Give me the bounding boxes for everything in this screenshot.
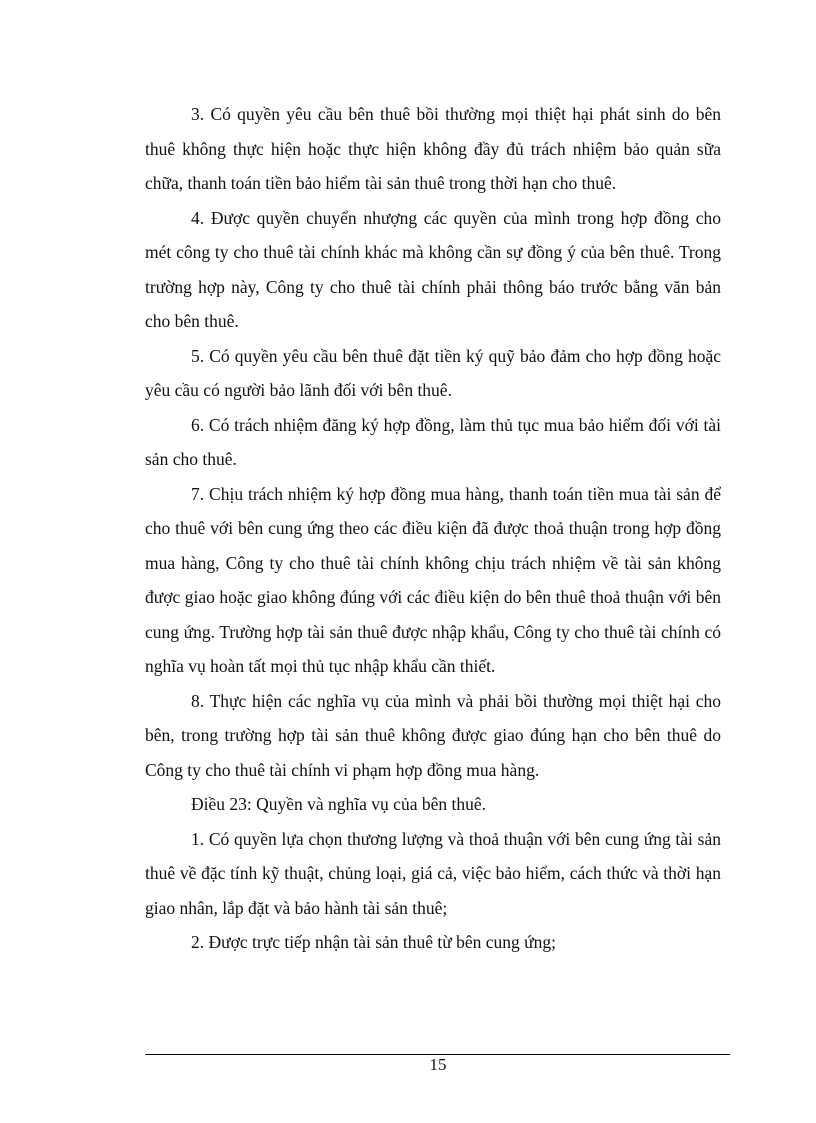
paragraph-clause-7: 7. Chịu trách nhiệm ký hợp đồng mua hàng, thanh toán tiền mua tài sản để cho thuê với bên cung ứng theo các điều kiện đã được thoả thuận trong hợp đồng mua hàng, Công ty cho thuê tài chính không chịu trách nhiệm về tài sản không được giao hoặc giao không đúng với các điều kiện do bên thuê thoả thuận với bên cung ứng. Trường hợp tài sản thuê được nhập khẩu, Công ty cho thuê tài chính có nghĩa vụ hoàn tất mọi thủ tục nhập khẩu cần thiết. bbox=[145, 483, 721, 676]
article-23-heading: Điều 23: Quyền và nghĩa vụ của bên thuê. bbox=[191, 794, 486, 814]
paragraph-lessee-right-1: 1. Có quyền lựa chọn thương lượng và thoả thuận với bên cung ứng tài sản thuê về đặc tính kỹ thuật, chủng loại, giá cả, việc bảo hiểm, cách thức và thời hạn giao nhân, lắp đặt và bảo hành tài sản thuê; bbox=[145, 828, 721, 918]
paragraph-lessee-right-2: 2. Được trực tiếp nhận tài sản thuê từ bên cung ứng; bbox=[191, 932, 557, 952]
paragraph-clause-8: 8. Thực hiện các nghĩa vụ của mình và phải bồi thường mọi thiệt hại cho bên, trong trường hợp tài sản thuê không được giao đúng hạn cho bên thuê do Công ty cho thuê tài chính vi phạm hợp đồng mua hàng. bbox=[145, 690, 721, 780]
paragraph-clause-3: 3. Có quyền yêu cầu bên thuê bồi thường mọi thiệt hại phát sinh do bên thuê không thực hiện hoặc thực hiện không đầy đủ trách nhiệm bảo quản sữa chữa, thanh toán tiền bảo hiểm tài sản thuê trong thời hạn cho thuê. bbox=[145, 104, 721, 193]
paragraph-clause-4: 4. Được quyền chuyển nhượng các quyền của mình trong hợp đồng cho mét công ty cho thuê tài chính khác mà không cần sự đồng ý của bên thuê. Trong trường hợp này, Công ty cho thuê tài chính phải thông báo trước bằng văn bản cho bên thuê. bbox=[145, 207, 721, 331]
paragraph-clause-5: 5. Có quyền yêu cầu bên thuê đặt tiền ký quỹ bảo đảm cho hợp đồng hoặc yêu cầu có người bảo lãnh đối với bên thuê. bbox=[145, 345, 721, 400]
document-body bbox=[145, 97, 721, 960]
paragraph-clause-6: 6. Có trách nhiệm đăng ký hợp đồng, làm thủ tục mua bảo hiểm đối với tài sản cho thuê. bbox=[145, 414, 721, 469]
page-number: 15 bbox=[429, 1055, 447, 1074]
